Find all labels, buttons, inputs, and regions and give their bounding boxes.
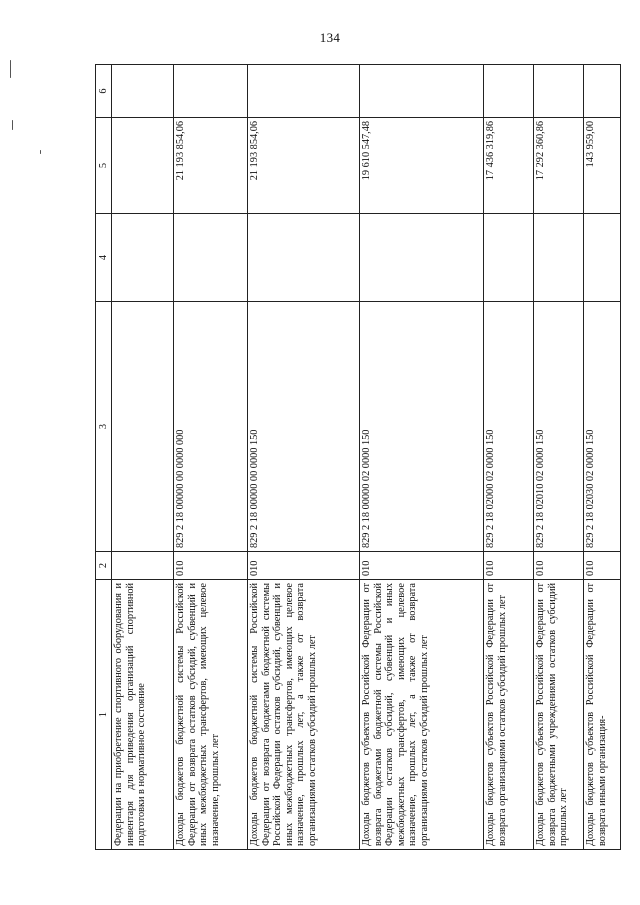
table-row [484,65,534,850]
row-description: Доходы бюджетов бюджетной системы Российской Федерации от возврата бюджетами бюджетной системы Российской Федерации остатков субсидий, субвенций и иных межбюджетных трансфертов, имеющих целевое назначение, прошлых лет, а также от возврата организациями остатков субсидий прошлых лет [248,580,360,850]
table-row [248,65,360,850]
row-amount [112,118,174,214]
row-col4 [174,214,248,302]
table-row [360,65,484,850]
row-budget-code: 829 2 18 00000 00 0000 000 [174,302,248,552]
row-col6 [112,65,174,118]
table-row [534,65,584,850]
row-col6 [360,65,484,118]
table-header-row [96,65,112,850]
row-col6 [484,65,534,118]
rotated-table-container [95,65,608,850]
row-col4 [534,214,584,302]
row-description: Доходы бюджетов субъектов Российской Федерации от возврата бюджетными учреждениями остатков субсидий прошлых лет [534,580,584,850]
scan-mark [10,60,11,78]
row-budget-code: 829 2 18 00000 00 0000 150 [248,302,360,552]
row-amount: 17 292 360,86 [534,118,584,214]
row-code: 010 [584,552,621,580]
row-col4 [112,214,174,302]
row-col6 [584,65,621,118]
row-col4 [484,214,534,302]
column-header: 1 [96,580,112,850]
row-col6 [174,65,248,118]
row-amount: 143 959,00 [584,118,621,214]
row-budget-code [112,302,174,552]
row-code: 010 [248,552,360,580]
scan-mark [40,150,41,154]
row-budget-code: 829 2 18 02030 02 0000 150 [584,302,621,552]
row-description: Федерации на приобретение спортивного оборудования и инвентаря для приведения организаций спортивной подготовки в нормативное состояние [112,580,174,850]
scan-mark [12,120,13,130]
row-description: Доходы бюджетов субъектов Российской Федерации от возврата организациями остатков субсидий прошлых лет [484,580,534,850]
column-header: 5 [96,118,112,214]
row-col4 [360,214,484,302]
row-col6 [534,65,584,118]
table-row [112,65,174,850]
row-code: 010 [484,552,534,580]
row-description: Доходы бюджетов субъектов Российской Федерации от возврата иными организация- [584,580,621,850]
row-description: Доходы бюджетов бюджетной системы Российской Федерации от возврата остатков субсидий, субвенций и иных межбюджетных трансфертов, имеющих целевое назначение, прошлых лет [174,580,248,850]
row-col4 [584,214,621,302]
row-code [112,552,174,580]
row-budget-code: 829 2 18 00000 02 0000 150 [360,302,484,552]
column-header: 3 [96,302,112,552]
row-amount: 17 436 319,86 [484,118,534,214]
row-budget-code: 829 2 18 02010 02 0000 150 [534,302,584,552]
table-row [584,65,621,850]
row-code: 010 [360,552,484,580]
row-budget-code: 829 2 18 02000 02 0000 150 [484,302,534,552]
row-code: 010 [534,552,584,580]
column-header: 4 [96,214,112,302]
row-amount: 19 610 547,48 [360,118,484,214]
row-col4 [248,214,360,302]
column-header: 2 [96,552,112,580]
row-code: 010 [174,552,248,580]
column-header: 6 [96,65,112,118]
budget-income-table [95,64,621,850]
row-amount: 21 193 854,06 [248,118,360,214]
table-row [174,65,248,850]
row-amount: 21 193 854,06 [174,118,248,214]
page-number: 134 [319,30,341,45]
row-description: Доходы бюджетов субъектов Российской Федерации от возврата бюджетами бюджетной системы Российской Федерации остатков субсидий, субвенций и иных межбюджетных трансфертов, имеющих целевое назначение, прошлых лет, а также от возврата организациями остатков субсидий прошлых лет [360,580,484,850]
row-col6 [248,65,360,118]
